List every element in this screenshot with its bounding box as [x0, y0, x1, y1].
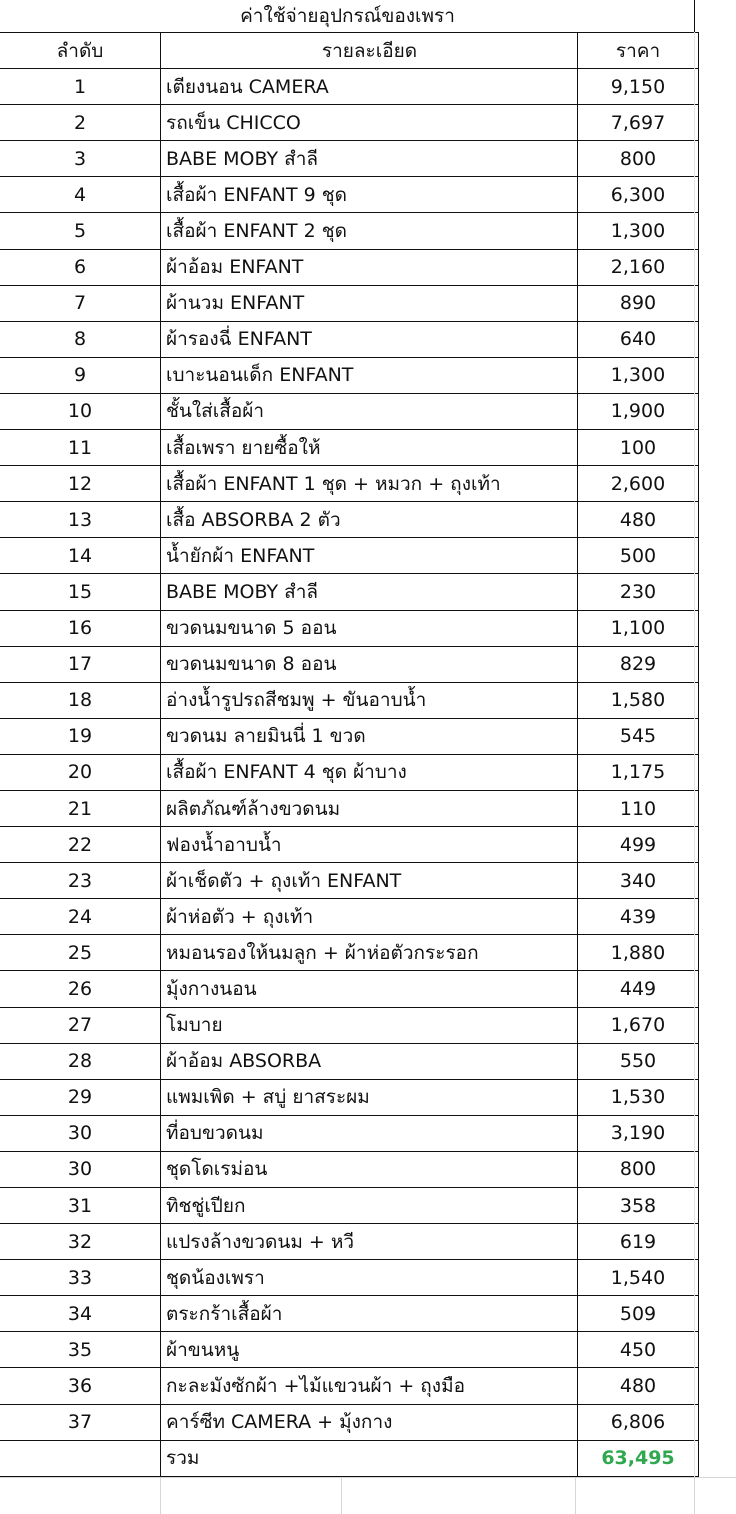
row-number[interactable]: 14	[0, 538, 161, 574]
row-price[interactable]: 480	[578, 1368, 699, 1404]
row-price[interactable]: 1,175	[578, 754, 699, 790]
row-number[interactable]: 33	[0, 1260, 161, 1296]
row-price[interactable]: 619	[578, 1224, 699, 1260]
row-description[interactable]: กะละมังซักผ้า +ไม้แขวนผ้า + ถุงมือ	[161, 1368, 578, 1404]
table-row	[0, 430, 699, 466]
row-description[interactable]: เสื้อผ้า ENFANT 1 ชุด + หมวก + ถุงเท้า	[161, 466, 578, 502]
table-row	[0, 1296, 699, 1332]
row-description[interactable]: ทิชชู่เปียก	[161, 1188, 578, 1224]
row-price[interactable]: 100	[578, 430, 699, 466]
row-number[interactable]: 25	[0, 935, 161, 971]
row-description[interactable]: ขวดนมขนาด 8 ออน	[161, 646, 578, 682]
empty-grid-line	[694, 1477, 695, 1514]
expense-table	[0, 32, 699, 1477]
table-row	[0, 935, 699, 971]
row-description[interactable]: ขวดนมขนาด 5 ออน	[161, 610, 578, 646]
row-description[interactable]: เสื้อผ้า ENFANT 9 ชุด	[161, 177, 578, 213]
row-number[interactable]: 3	[0, 141, 161, 177]
row-description[interactable]: ผ้าขนหนู	[161, 1332, 578, 1368]
header-row	[0, 33, 699, 69]
row-number[interactable]: 28	[0, 1043, 161, 1079]
row-description[interactable]: แปรงล้างขวดนม + หวี	[161, 1224, 578, 1260]
row-price[interactable]: 1,580	[578, 682, 699, 718]
total-label[interactable]: รวม	[161, 1440, 578, 1476]
row-number[interactable]: 13	[0, 502, 161, 538]
row-price[interactable]: 550	[578, 1043, 699, 1079]
row-number[interactable]: 9	[0, 357, 161, 393]
row-price[interactable]: 1,880	[578, 935, 699, 971]
row-description[interactable]: เบาะนอนเด็ก ENFANT	[161, 357, 578, 393]
row-number[interactable]: 34	[0, 1296, 161, 1332]
row-description[interactable]: โมบาย	[161, 1007, 578, 1043]
row-number[interactable]: 8	[0, 321, 161, 357]
table-row	[0, 1404, 699, 1440]
row-price[interactable]: 545	[578, 718, 699, 754]
row-price[interactable]: 3,190	[578, 1115, 699, 1151]
row-description[interactable]: คาร์ซีท CAMERA + มุ้งกาง	[161, 1404, 578, 1440]
row-price[interactable]: 890	[578, 285, 699, 321]
row-number[interactable]: 35	[0, 1332, 161, 1368]
row-description[interactable]: BABE MOBY สำลี	[161, 574, 578, 610]
row-price[interactable]: 640	[578, 321, 699, 357]
total-row	[0, 1440, 699, 1476]
row-number[interactable]: 15	[0, 574, 161, 610]
table-row	[0, 502, 699, 538]
row-price[interactable]: 2,160	[578, 249, 699, 285]
table-row	[0, 1332, 699, 1368]
empty-grid-line	[341, 1477, 342, 1514]
row-number[interactable]: 20	[0, 754, 161, 790]
table-row	[0, 610, 699, 646]
row-number[interactable]: 22	[0, 827, 161, 863]
row-price[interactable]: 480	[578, 502, 699, 538]
table-row	[0, 827, 699, 863]
row-description[interactable]: เสื้อผ้า ENFANT 2 ชุด	[161, 213, 578, 249]
row-price[interactable]: 1,670	[578, 1007, 699, 1043]
table-row	[0, 141, 699, 177]
row-description[interactable]: เตียงนอน CAMERA	[161, 69, 578, 105]
table-row	[0, 1188, 699, 1224]
row-price[interactable]: 1,300	[578, 213, 699, 249]
row-description[interactable]: ผ้าอ้อม ENFANT	[161, 249, 578, 285]
row-price[interactable]: 450	[578, 1332, 699, 1368]
row-number[interactable]: 7	[0, 285, 161, 321]
table-row	[0, 682, 699, 718]
row-price[interactable]: 6,300	[578, 177, 699, 213]
row-description[interactable]: ชั้นใส่เสื้อผ้า	[161, 393, 578, 429]
row-number[interactable]: 6	[0, 249, 161, 285]
row-description[interactable]: อ่างน้ำรูปรถสีชมพู + ขันอาบน้ำ	[161, 682, 578, 718]
row-price[interactable]: 829	[578, 646, 699, 682]
row-description[interactable]: หมอนรองให้นมลูก + ผ้าห่อตัวกระรอก	[161, 935, 578, 971]
row-description[interactable]: ชุดโดเรม่อน	[161, 1151, 578, 1187]
table-row	[0, 393, 699, 429]
row-description[interactable]: ผ้านวม ENFANT	[161, 285, 578, 321]
total-empty-cell[interactable]	[0, 1440, 161, 1476]
row-description[interactable]: แพมเพิด + สบู่ ยาสระผม	[161, 1079, 578, 1115]
row-price[interactable]: 1,300	[578, 357, 699, 393]
row-price[interactable]: 230	[578, 574, 699, 610]
table-row	[0, 213, 699, 249]
empty-grid-line	[0, 1477, 736, 1478]
row-number[interactable]: 1	[0, 69, 161, 105]
row-description[interactable]: ตระกร้าเสื้อผ้า	[161, 1296, 578, 1332]
table-row	[0, 466, 699, 502]
row-number[interactable]: 4	[0, 177, 161, 213]
row-description[interactable]: ที่อบขวดนม	[161, 1115, 578, 1151]
table-row	[0, 646, 699, 682]
row-price[interactable]: 9,150	[578, 69, 699, 105]
title-right-border	[694, 0, 695, 32]
row-number[interactable]: 31	[0, 1188, 161, 1224]
row-price[interactable]: 449	[578, 971, 699, 1007]
table-row	[0, 863, 699, 899]
table-row	[0, 1368, 699, 1404]
header-price[interactable]: ราคา	[578, 33, 699, 69]
table-row	[0, 69, 699, 105]
row-price[interactable]: 110	[578, 790, 699, 826]
header-no[interactable]: ลำดับ	[0, 33, 161, 69]
row-description[interactable]: เสื้อ ABSORBA 2 ตัว	[161, 502, 578, 538]
row-number[interactable]: 32	[0, 1224, 161, 1260]
row-price[interactable]: 1,900	[578, 393, 699, 429]
row-number[interactable]: 17	[0, 646, 161, 682]
table-row	[0, 1007, 699, 1043]
row-description[interactable]: รถเข็น CHICCO	[161, 105, 578, 141]
row-number[interactable]: 12	[0, 466, 161, 502]
row-number[interactable]: 21	[0, 790, 161, 826]
row-description[interactable]: เสื้อเพรา ยายซื้อให้	[161, 430, 578, 466]
row-number[interactable]: 2	[0, 105, 161, 141]
table-row	[0, 754, 699, 790]
row-number[interactable]: 18	[0, 682, 161, 718]
row-description[interactable]: ผ้าห่อตัว + ถุงเท้า	[161, 899, 578, 935]
row-description[interactable]: น้ำยักผ้า ENFANT	[161, 538, 578, 574]
row-description[interactable]: ขวดนม ลายมินนี่ 1 ขวด	[161, 718, 578, 754]
row-price[interactable]: 800	[578, 141, 699, 177]
row-number[interactable]: 16	[0, 610, 161, 646]
row-number[interactable]: 27	[0, 1007, 161, 1043]
row-price[interactable]: 358	[578, 1188, 699, 1224]
table-row	[0, 899, 699, 935]
row-number[interactable]: 10	[0, 393, 161, 429]
row-price[interactable]: 1,100	[578, 610, 699, 646]
table-row	[0, 357, 699, 393]
row-number[interactable]: 19	[0, 718, 161, 754]
table-row	[0, 1260, 699, 1296]
table-row	[0, 718, 699, 754]
row-price[interactable]: 500	[578, 538, 699, 574]
row-description[interactable]: เสื้อผ้า ENFANT 4 ชุด ผ้าบาง	[161, 754, 578, 790]
total-value[interactable]: 63,495	[578, 1440, 699, 1476]
row-description[interactable]: ฟองน้ำอาบน้ำ	[161, 827, 578, 863]
row-description[interactable]: ผลิตภัณฑ์ล้างขวดนม	[161, 790, 578, 826]
table-row	[0, 321, 699, 357]
table-row	[0, 1043, 699, 1079]
row-number[interactable]: 11	[0, 430, 161, 466]
table-row	[0, 1224, 699, 1260]
row-description[interactable]: มุ้งกางนอน	[161, 971, 578, 1007]
table-row	[0, 285, 699, 321]
empty-grid-line	[575, 1477, 576, 1514]
row-description[interactable]: ผ้าอ้อม ABSORBA	[161, 1043, 578, 1079]
row-price[interactable]: 1,540	[578, 1260, 699, 1296]
table-row	[0, 105, 699, 141]
table-row	[0, 1115, 699, 1151]
row-number[interactable]: 5	[0, 213, 161, 249]
table-row	[0, 574, 699, 610]
table-row	[0, 1151, 699, 1187]
row-price[interactable]: 800	[578, 1151, 699, 1187]
row-number[interactable]: 37	[0, 1404, 161, 1440]
sheet-title[interactable]: ค่าใช้จ่ายอุปกรณ์ของเพรา	[240, 5, 455, 27]
row-number[interactable]: 29	[0, 1079, 161, 1115]
row-price[interactable]: 340	[578, 863, 699, 899]
row-number[interactable]: 36	[0, 1368, 161, 1404]
row-description[interactable]: ผ้ารองฉี่ ENFANT	[161, 321, 578, 357]
table-row	[0, 971, 699, 1007]
header-desc[interactable]: รายละเอียด	[161, 33, 578, 69]
row-price[interactable]: 439	[578, 899, 699, 935]
empty-grid-line	[694, 32, 695, 1477]
row-description[interactable]: ผ้าเช็ดตัว + ถุงเท้า ENFANT	[161, 863, 578, 899]
row-price[interactable]: 7,697	[578, 105, 699, 141]
row-price[interactable]: 6,806	[578, 1404, 699, 1440]
row-price[interactable]: 509	[578, 1296, 699, 1332]
row-price[interactable]: 499	[578, 827, 699, 863]
row-description[interactable]: ชุดน้องเพรา	[161, 1260, 578, 1296]
row-number[interactable]: 30	[0, 1115, 161, 1151]
row-price[interactable]: 1,530	[578, 1079, 699, 1115]
table-row	[0, 249, 699, 285]
table-row	[0, 1079, 699, 1115]
empty-grid-line	[160, 1477, 161, 1514]
row-number[interactable]: 26	[0, 971, 161, 1007]
table-row	[0, 177, 699, 213]
row-price[interactable]: 2,600	[578, 466, 699, 502]
row-number[interactable]: 23	[0, 863, 161, 899]
row-description[interactable]: BABE MOBY สำลี	[161, 141, 578, 177]
row-number[interactable]: 24	[0, 899, 161, 935]
table-row	[0, 538, 699, 574]
table-row	[0, 790, 699, 826]
row-number[interactable]: 30	[0, 1151, 161, 1187]
